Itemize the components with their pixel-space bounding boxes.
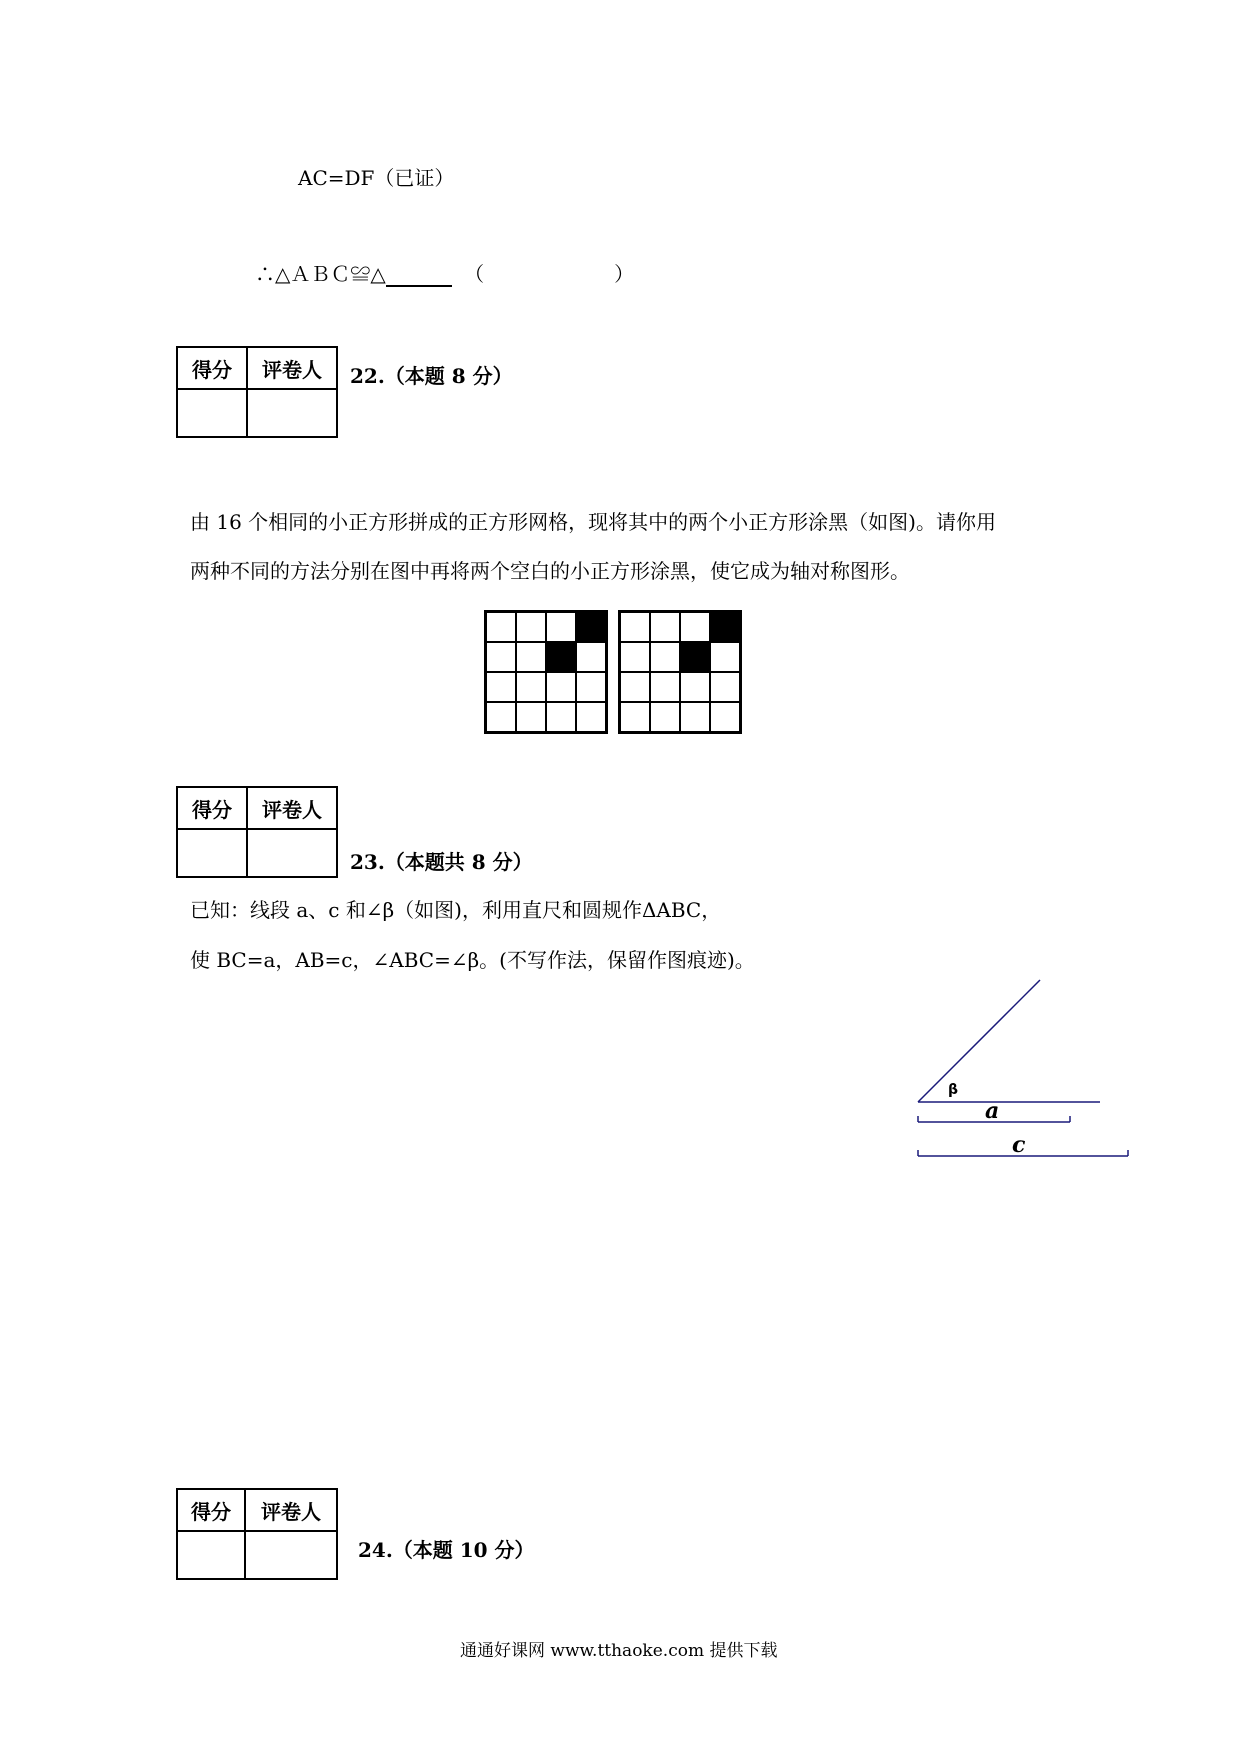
score-header: 得分 xyxy=(177,787,247,829)
q23-text-line2: 使 BC=a，AB=c，∠ABC=∠β。(不写作法，保留作图痕迹)。 xyxy=(190,948,755,972)
grid-cell-black xyxy=(680,642,710,672)
q22-text-line2: 两种不同的方法分别在图中再将两个空白的小正方形涂黑，使它成为轴对称图形。 xyxy=(190,559,910,583)
grid-cell[interactable] xyxy=(486,642,516,672)
grader-cell[interactable] xyxy=(247,389,337,437)
grid-cell[interactable] xyxy=(546,702,576,732)
grid-cell[interactable] xyxy=(486,672,516,702)
score-cell[interactable] xyxy=(177,829,247,877)
grid-cell[interactable] xyxy=(620,702,650,732)
grid-cell[interactable] xyxy=(710,672,740,702)
grader-header: 评卷人 xyxy=(245,1489,337,1531)
score-cell[interactable] xyxy=(177,389,247,437)
grid-cell[interactable] xyxy=(620,672,650,702)
grader-cell[interactable] xyxy=(247,829,337,877)
grid-cell[interactable] xyxy=(516,642,546,672)
angle-and-segments-figure xyxy=(900,970,1140,1170)
grid-cell[interactable] xyxy=(680,672,710,702)
grid-cell[interactable] xyxy=(576,702,606,732)
q23-title: 23.（本题共 8 分） xyxy=(350,850,533,874)
q23-text-line1: 已知：线段 a、c 和∠β（如图)，利用直尺和圆规作ΔABC， xyxy=(190,898,722,922)
grid-cell[interactable] xyxy=(620,612,650,642)
grid-cell[interactable] xyxy=(516,702,546,732)
grid-cell[interactable] xyxy=(620,642,650,672)
page-footer: 通通好课网 www.tthaoke.com 提供下载 xyxy=(460,1641,778,1661)
grid-figure-1 xyxy=(484,610,608,734)
grid-cell[interactable] xyxy=(650,672,680,702)
grid-cell[interactable] xyxy=(486,702,516,732)
grid-cell[interactable] xyxy=(680,612,710,642)
proof-conclusion-line xyxy=(255,258,634,287)
segment-a-label: a xyxy=(985,1098,1000,1124)
grid-cell[interactable] xyxy=(650,702,680,732)
angle-beta-label: β xyxy=(948,1082,959,1098)
grader-cell[interactable] xyxy=(245,1531,337,1579)
q22-text-line1: 由 16 个相同的小正方形拼成的正方形网格，现将其中的两个小正方形涂黑（如图)。请你用 xyxy=(190,510,996,534)
q22-title: 22.（本题 8 分） xyxy=(350,364,513,388)
grid-cell-black xyxy=(710,612,740,642)
proof-conclusion-prefix: ∴△ＡＢＣ≌△ xyxy=(255,262,386,286)
score-header: 得分 xyxy=(177,1489,245,1531)
score-cell[interactable] xyxy=(177,1531,245,1579)
grid-cell[interactable] xyxy=(650,642,680,672)
proof-line-ac-df: AC=DF（已证） xyxy=(298,166,455,190)
score-header: 得分 xyxy=(177,347,247,389)
q24-title: 24.（本题 10 分） xyxy=(358,1538,535,1562)
angle-ray xyxy=(918,980,1040,1102)
grid-cell[interactable] xyxy=(576,642,606,672)
grader-header: 评卷人 xyxy=(247,347,337,389)
grid-cell-black xyxy=(576,612,606,642)
grid-cell[interactable] xyxy=(546,672,576,702)
answer-blank[interactable] xyxy=(386,267,452,287)
score-box-q22 xyxy=(176,346,338,438)
grid-cell[interactable] xyxy=(486,612,516,642)
grid-cell[interactable] xyxy=(680,702,710,732)
grid-cell[interactable] xyxy=(710,702,740,732)
score-box-q24 xyxy=(176,1488,338,1580)
grid-cell[interactable] xyxy=(710,642,740,672)
grid-figure-2 xyxy=(618,610,742,734)
grid-cell-black xyxy=(546,642,576,672)
segment-c-label: c xyxy=(1012,1132,1026,1158)
grid-cell[interactable] xyxy=(576,672,606,702)
reason-paren-close: ） xyxy=(614,262,635,286)
grid-cell[interactable] xyxy=(516,612,546,642)
score-box-q23 xyxy=(176,786,338,878)
grid-cell[interactable] xyxy=(546,612,576,642)
grid-cell[interactable] xyxy=(516,672,546,702)
reason-paren-open: （ xyxy=(464,262,485,286)
grader-header: 评卷人 xyxy=(247,787,337,829)
grid-cell[interactable] xyxy=(650,612,680,642)
